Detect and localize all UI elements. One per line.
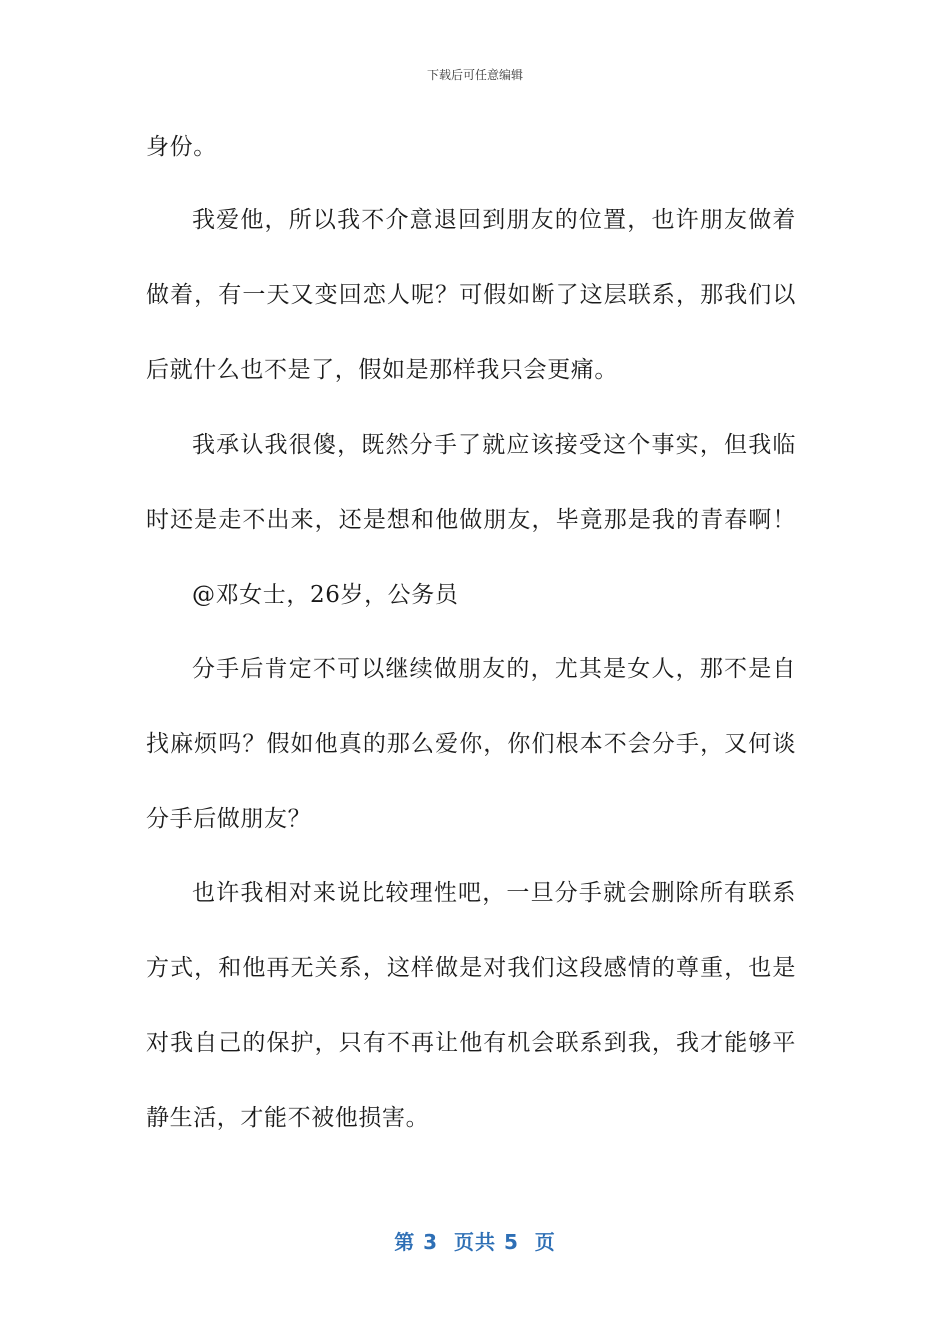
body-line: 分手后做朋友？ xyxy=(146,806,312,832)
body-line: 分手后肯定不可以继续做朋友的，尤其是女人，那不是自 xyxy=(192,656,796,682)
header-note: 下载后可任意编辑 xyxy=(426,68,523,82)
body-line: 我承认我很傻，既然分手了就应该接受这个事实，但我临 xyxy=(192,432,796,458)
body-line: @邓女士，26岁，公务员 xyxy=(192,582,459,608)
body-line: 做着，有一天又变回恋人呢？可假如断了这层联系，那我们以 xyxy=(146,282,796,308)
body-line: 方式，和他再无关系，这样做是对我们这段感情的尊重，也是 xyxy=(146,955,796,981)
body-line: 身份。 xyxy=(146,134,217,160)
body-line: 我爱他，所以我不介意退回到朋友的位置，也许朋友做着 xyxy=(192,207,796,233)
body-line: 找麻烦吗？假如他真的那么爱你，你们根本不会分手，又何谈 xyxy=(146,731,796,757)
body-line: 静生活，才能不被他损害。 xyxy=(146,1105,430,1131)
body-line: 也许我相对来说比较理性吧，一旦分手就会删除所有联系 xyxy=(192,880,796,906)
body-line: 对我自己的保护，只有不再让他有机会联系到我，我才能够平 xyxy=(146,1030,796,1056)
body-line: 时还是走不出来，还是想和他做朋友，毕竟那是我的青春啊！ xyxy=(146,507,796,533)
page-footer xyxy=(0,1226,950,1255)
page-number-text: 第 3 页共 5 页 xyxy=(394,1230,556,1254)
body-line: 后就什么也不是了，假如是那样我只会更痛。 xyxy=(146,357,618,383)
